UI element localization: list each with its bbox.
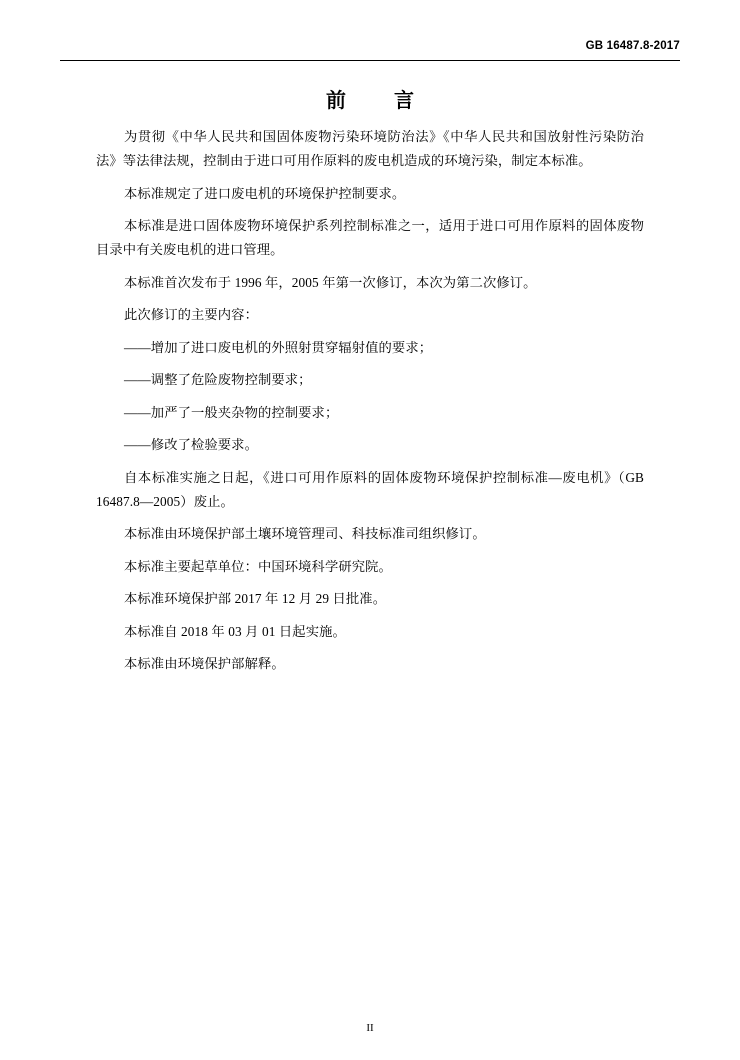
revision-item: ——修改了检验要求。 [124,437,258,452]
page-header-standard-number: GB 16487.8-2017 [585,40,680,52]
paragraph: 本标准环境保护部 2017 年 12 月 29 日批准。 [124,591,387,606]
paragraph: 本标准规定了进口废电机的环境保护控制要求。 [124,185,406,201]
foreword-body [96,125,644,685]
paragraph: 为贯彻《中华人民共和国固体废物污染环境防治法》《中华人民共和国放射性污染防治法》等法律法规，控制由于进口可用作原料的废电机造成的环境污染，制定本标准。 [96,129,644,168]
header-divider-rule [60,60,680,61]
revision-item: ——加严了一般夹杂物的控制要求； [124,404,339,420]
paragraph: 本标准由环境保护部解释。 [124,656,285,671]
paragraph: 自本标准实施之日起，《进口可用作原料的固体废物环境保护控制标准—废电机》（GB 16487.8—2005）废止。 [96,469,644,509]
paragraph: 此次修订的主要内容： [124,307,258,322]
revision-item: ——调整了危险废物控制要求； [124,372,312,387]
paragraph: 本标准是进口固体废物环境保护系列控制标准之一，适用于进口可用作原料的固体废物目录中有关废电机的进口管理。 [96,218,644,257]
paragraph: 本标准由环境保护部土壤环境管理司、科技标准司组织修订。 [124,526,486,541]
paragraph: 本标准主要起草单位：中国环境科学研究院。 [124,558,392,574]
paragraph: 本标准首次发布于 1996 年，2005 年第一次修订，本次为第二次修订。 [124,274,537,290]
paragraph: 本标准自 2018 年 03 月 01 日起实施。 [124,623,346,639]
page-title: 前 言 [326,90,428,112]
revision-item: ——增加了进口废电机的外照射贯穿辐射值的要求； [124,339,433,355]
page-number: II [366,1022,374,1034]
